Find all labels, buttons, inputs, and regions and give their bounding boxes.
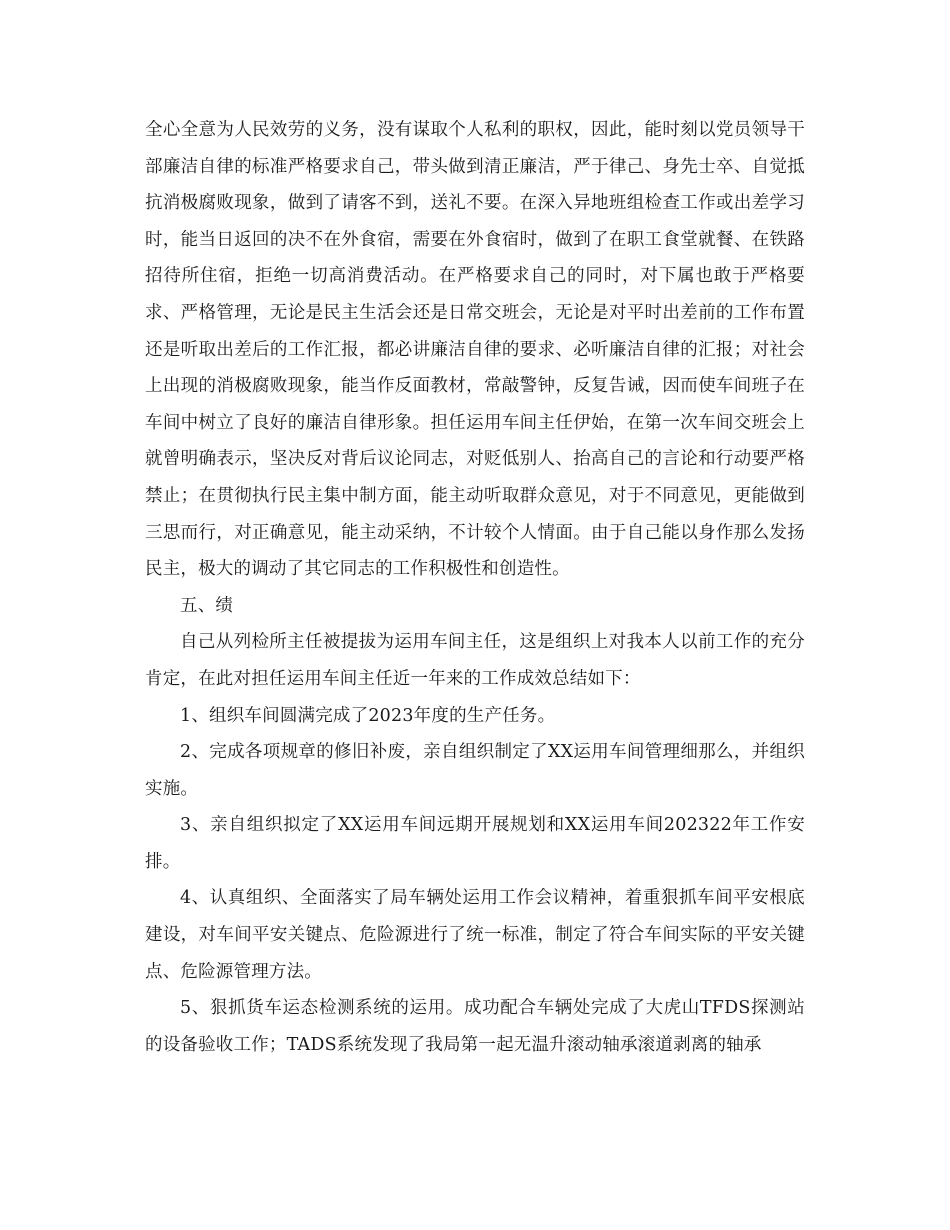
list-item-3: 3、亲自组织拟定了XX运用车间远期开展规划和XX运用车间202322年工作安排。	[145, 815, 805, 872]
document-body	[145, 112, 805, 1063]
list-item-1: 1、组织车间圆满完成了2023年度的生产任务。	[180, 705, 556, 726]
section-heading-achievements: 五、绩	[180, 595, 234, 616]
list-item-2: 2、完成各项规章的修旧补废，亲自组织制定了XX运用车间管理细那么，并组织实施。	[145, 742, 805, 799]
paragraph-integrity: 全心全意为人民效劳的义务，没有谋取个人私利的职权，因此，能时刻以党员领导干部廉洁自律的标准严格要求自己，带头做到清正廉洁，严于律己、身先士卒、自觉抵抗消极腐败现象，做到了请客不到，送礼不要。在深入异地班组检查工作或出差学习时，能当日返回的决不在外食宿，需要在外食宿时，做到了在职工食堂就餐、在铁路招待所住宿，拒绝一切高消费活动。在严格要求自己的同时，对下属也敢于严格要求、严格管理，无论是民主生活会还是日常交班会，无论是对平时出差前的工作布置还是听取出差后的工作汇报，都必讲廉洁自律的要求、必听廉洁自律的汇报；对社会上出现的消极腐败现象，能当作反面教材，常敲警钟，反复告诫，因而使车间班子在车间中树立了良好的廉洁自律形象。担任运用车间主任伊始，在第一次车间交班会上就曾明确表示，坚决反对背后议论同志，对贬低别人、抬高自己的言论和行动要严格禁止；在贯彻执行民主集中制方面，能主动听取群众意见，对于不同意见，更能做到三思而行，对正确意见，能主动采纳，不计较个人情面。由于自己能以身作那么发扬民主，极大的调动了其它同志的工作积极性和创造性。	[145, 120, 805, 580]
paragraph-achievements-intro: 自己从列检所主任被提拔为运用车间主任，这是组织上对我本人以前工作的充分肯定，在此对担任运用车间主任近一年来的工作成效总结如下：	[145, 632, 805, 689]
list-item-4: 4、认真组织、全面落实了局车辆处运用工作会议精神，着重狠抓车间平安根底建设，对车间平安关键点、危险源进行了统一标准，制定了符合车间实际的平安关键点、危险源管理方法。	[145, 888, 805, 982]
list-item-5: 5、狠抓货车运态检测系统的运用。成功配合车辆处完成了大虎山TFDS探测站的设备验收工作；TADS系统发现了我局第一起无温升滚动轴承滚道剥离的轴承	[145, 998, 805, 1055]
